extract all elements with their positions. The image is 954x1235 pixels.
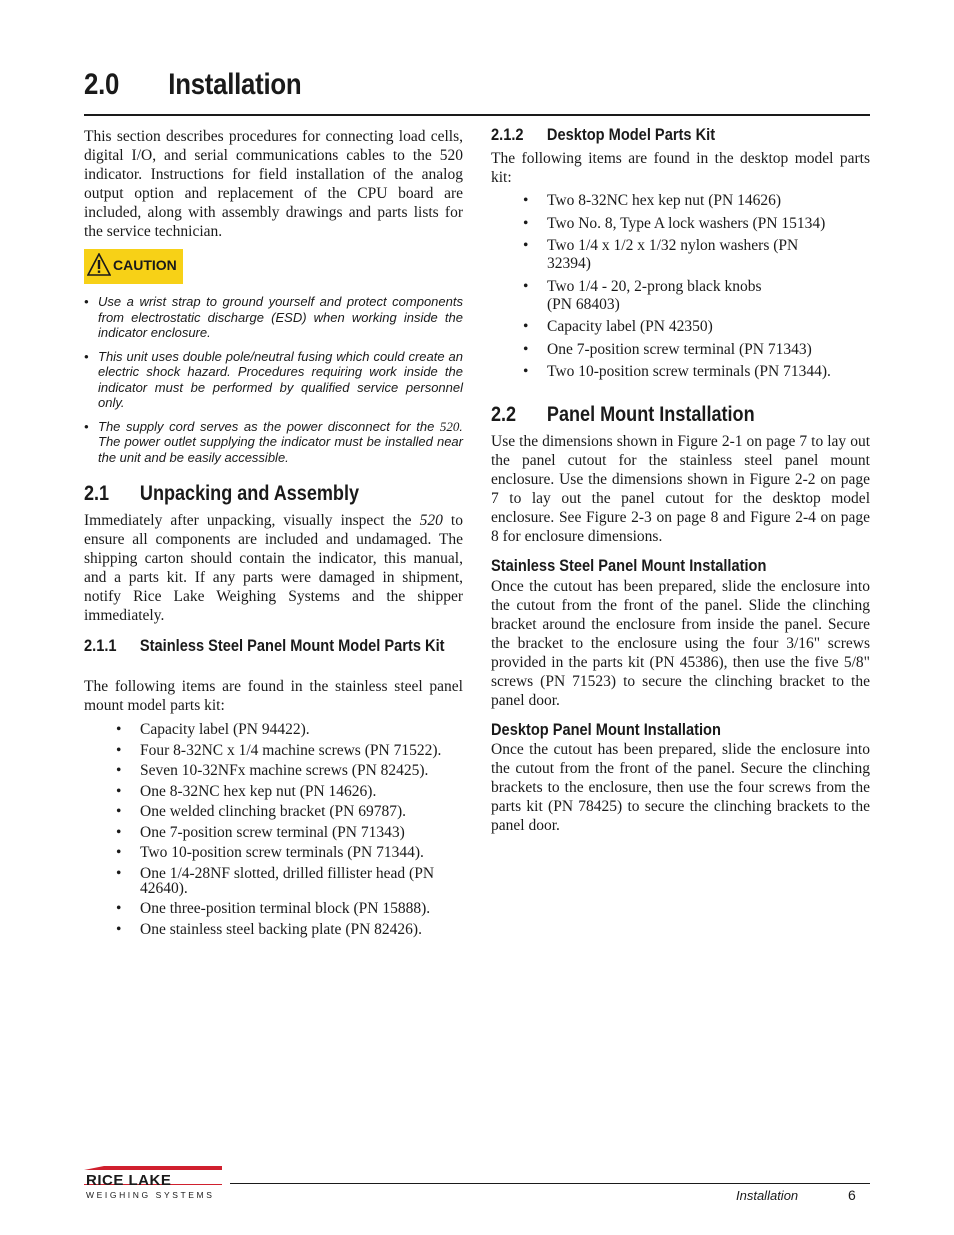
list-item: • One 7-position screw terminal (PN 71343) bbox=[116, 823, 405, 841]
caution-badge bbox=[84, 249, 183, 284]
desktop-parts-intro: The following items are found in the desktop model parts kit: bbox=[491, 150, 870, 186]
desktop-parts-list bbox=[491, 192, 870, 386]
list-item: • One 1/4-28NF slotted, drilled fillister head (PN 42640). bbox=[116, 864, 435, 897]
caution-item: • Use a wrist strap to ground yourself and protect components from electrostatic discharge (ESD) when working inside the indicator enclosure. bbox=[84, 294, 463, 340]
caution-label: CAUTION bbox=[113, 257, 177, 273]
list-item: • Two 10-position screw terminals (PN 71344). bbox=[116, 844, 424, 861]
list-item: • Two No. 8, Type A lock washers (PN 15134) bbox=[523, 214, 826, 232]
heading-unpacking: 2.1 Unpacking and Assembly bbox=[84, 482, 360, 505]
footer-rule bbox=[230, 1183, 870, 1184]
ss-parts-intro: The following items are found in the stainless steel panel mount model parts kit: bbox=[84, 678, 463, 714]
page-number: 6 bbox=[848, 1187, 856, 1203]
heading-ss-install: Stainless Steel Panel Mount Installation bbox=[491, 556, 767, 575]
ss-parts-list bbox=[84, 722, 463, 942]
ss-install-paragraph: Once the cutout has been prepared, slide the enclosure into the cutout from the front of the panel. Slide the clinching bracket around the enclosure from inside the panel. Secure the bracket to the enclosure using the four 3/16" screws provided in the parts kit (PN 45386), then use the five 5/8" screws (PN 71523) to secure the clinching bracket to the panel door. bbox=[491, 578, 870, 709]
desktop-install-paragraph: Once the cutout has been prepared, slide the enclosure into the cutout from the front of the panel. Secure the clinching brackets to the enclosure, then use the four screws from the parts kit (PN 78425) to secure the clinching brackets to the panel door. bbox=[491, 741, 870, 834]
list-item: • Two 8-32NC hex kep nut (PN 14626) bbox=[523, 192, 781, 209]
title-rule bbox=[84, 114, 870, 116]
list-item: • Capacity label (PN 42350) bbox=[523, 318, 713, 335]
model-number: 520 bbox=[439, 418, 460, 434]
page-title bbox=[84, 68, 301, 102]
list-item: • One stainless steel backing plate (PN 82426). bbox=[116, 920, 422, 938]
model-number: 520 bbox=[419, 512, 443, 529]
list-item: • One welded clinching bracket (PN 69787). bbox=[116, 803, 407, 820]
logo-name: RICE LAKE bbox=[86, 1172, 172, 1189]
heading-ss-parts-kit: 2.1.1 Stainless Steel Panel Mount Model Parts Kit bbox=[84, 636, 445, 655]
list-item: • Four 8-32NC x 1/4 machine screws (PN 71522). bbox=[116, 741, 442, 759]
heading-desktop-parts-kit: 2.1.2 Desktop Model Parts Kit bbox=[491, 125, 716, 144]
section-title: Installation bbox=[168, 68, 302, 101]
heading-panel-mount: 2.2 Panel Mount Installation bbox=[491, 403, 755, 426]
caution-item: • This unit uses double pole/neutral fusing which could create an electric shock hazard. Procedures requiring work inside the indicator must be performed by qualified service personnel only. bbox=[84, 348, 463, 410]
warning-icon bbox=[87, 253, 111, 277]
logo-tagline: WEIGHING SYSTEMS bbox=[86, 1190, 215, 1200]
list-item: • One three-position terminal block (PN 15888). bbox=[116, 900, 431, 917]
section-number: 2.0 bbox=[84, 68, 120, 101]
caution-item: • The supply cord serves as the power disconnect for the 520. The power outlet supplying the indicator must be installed near the unit and be easily accessible. bbox=[84, 418, 463, 465]
footer-section-name: Installation bbox=[736, 1188, 799, 1203]
heading-desktop-install: Desktop Panel Mount Installation bbox=[491, 720, 721, 739]
list-item: • Two 1/4 x 1/2 x 1/32 nylon washers (PN 32394) bbox=[523, 237, 799, 272]
list-item: • Seven 10-32NFx machine screws (PN 82425). bbox=[116, 762, 429, 779]
list-item: • Capacity label (PN 94422). bbox=[116, 721, 310, 738]
list-item: • Two 1/4 - 20, 2-prong black knobs (PN 68403) bbox=[523, 277, 762, 313]
caution-list bbox=[84, 294, 463, 472]
rice-lake-logo bbox=[84, 1165, 224, 1205]
list-item: • One 7-position screw terminal (PN 71343) bbox=[523, 340, 812, 358]
intro-paragraph: This section describes procedures for connecting load cells, digital I/O, and serial communications cables to the 520 indicator. Instructions for field installation of the analog output option and replacement of the CPU board are included, along with assembly drawings and parts lists for the service technician. bbox=[84, 128, 463, 240]
unpacking-paragraph: Immediately after unpacking, visually inspect the 520 to ensure all components are included and undamaged. The shipping carton should contain the indicator, this manual, and a parts kit. If any parts were damaged in shipment, notify Rice Lake Weighing Systems and the shipper immediately. bbox=[84, 512, 463, 624]
panel-mount-paragraph: Use the dimensions shown in Figure 2-1 on page 7 to lay out the panel cutout for the stainless steel panel mount enclosure. Use the dimensions shown in Figure 2-2 on page 7 to lay out the panel cutout for the desktop model enclosure. See Figure 2-3 on page 8 and Figure 2-4 on page 8 for enclosure dimensions. bbox=[491, 433, 870, 545]
list-item: • Two 10-position screw terminals (PN 71344). bbox=[523, 363, 831, 380]
list-item: • One 8-32NC hex kep nut (PN 14626). bbox=[116, 782, 377, 800]
